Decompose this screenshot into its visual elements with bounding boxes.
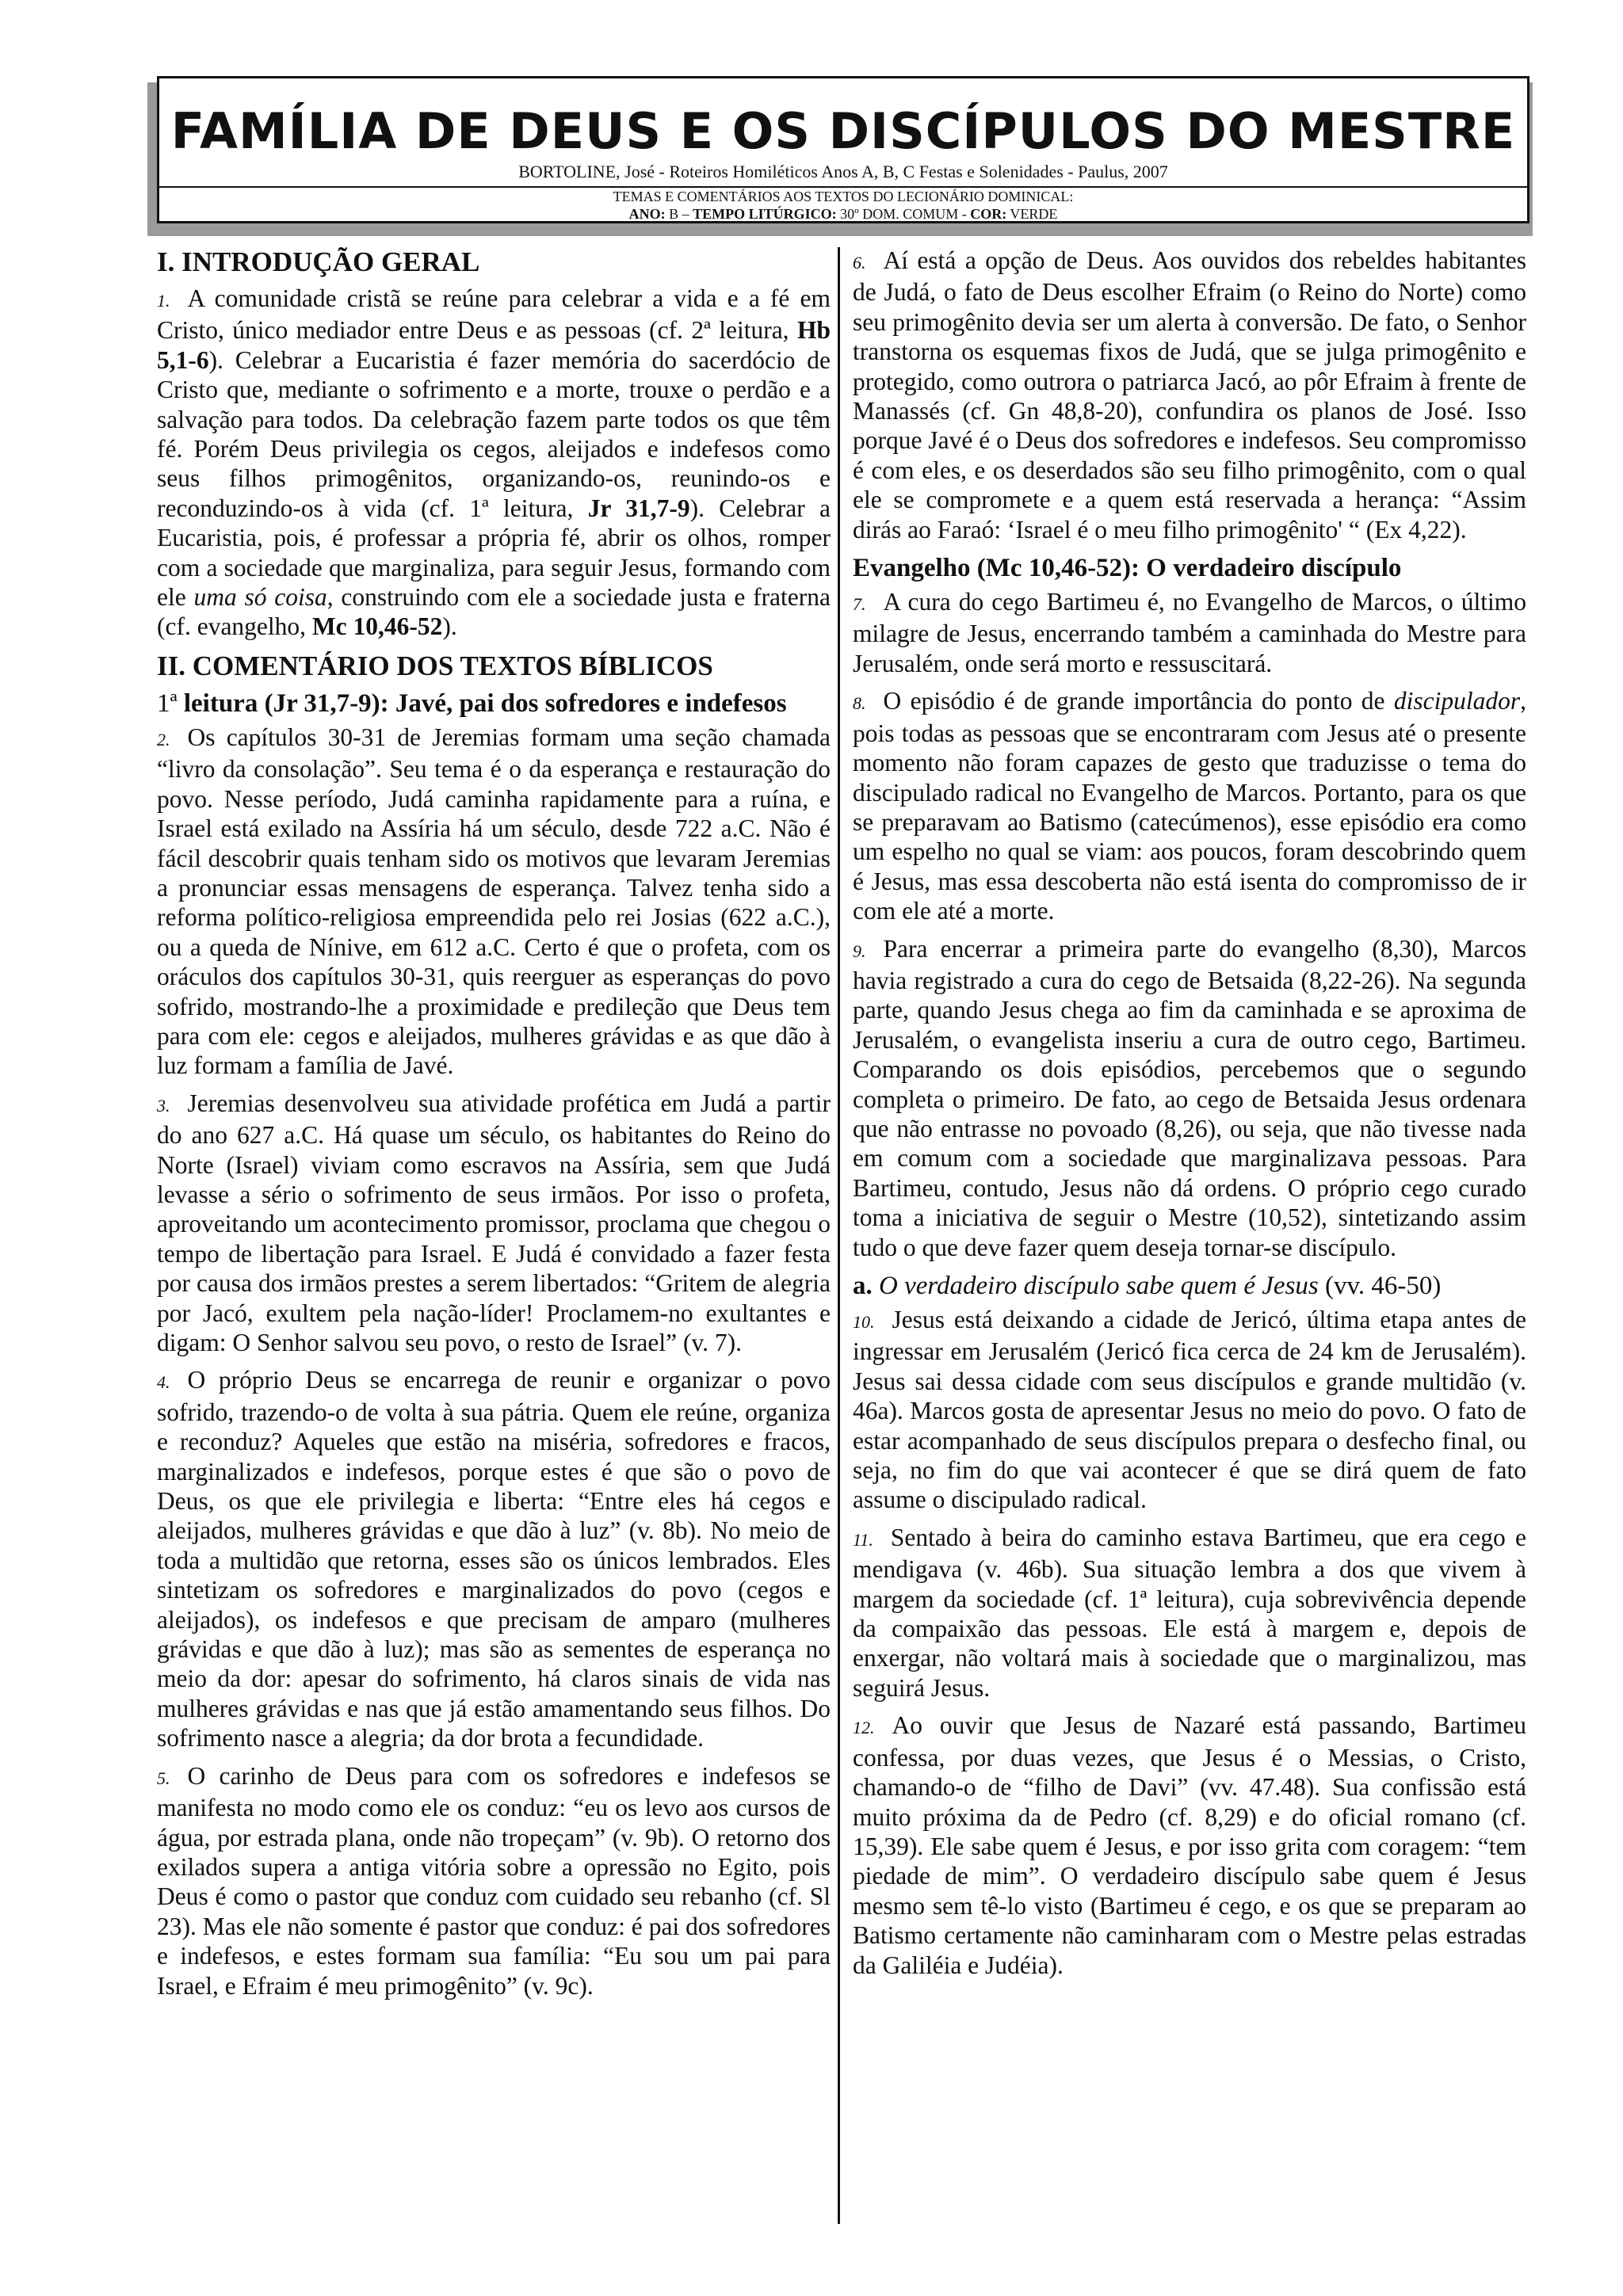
paragraph-7: 7. A cura do cego Bartimeu é, no Evangelho de Marcos, o último milagre de Jesus, encerrando também a caminhada do Mestre para Jerusalém, onde será morto e ressuscitará. [853,588,1526,677]
liturgical-info: ANO: B – TEMPO LITÚRGICO: 30º DOM. COMUM - COR: VERDE [628,206,1058,222]
paragraph-number: 12. [853,1718,875,1738]
paragraph-4: 4. O próprio Deus se encarrega de reunir e organizar o povo sofrido, trazendo-o de volta à sua pátria. Quem ele reúne, organiza e reconduz? Aqueles que estão na miséria, sofredores e fracos, marginalizados e indefesos, porque estes é que são o povo de Deus, os que ele privilegia e liberta: “Entre eles há cegos e aleijados, mulheres grávidas e que dão à luz” (v. 8b). No meio de toda a multidão que retorna, esses são os únicos lembrados. Eles sintetizam os sofredores e marginalizados do povo (cegos e aleijados), os indefesos e que precisam de amparo (mulheres grávidas e que dão à luz); mas são as sementes de esperança no meio da dor: apesar do sofrimento, há claros sinais de vida nas mulheres grávidas e nas que já estão amamentando seus filhos. Do sofrimento nasce a alegria; da dor brota a fecundidade. [157,1366,831,1753]
intro-heading: I. INTRODUÇÃO GERAL [157,246,480,277]
column-divider [838,247,840,2224]
paragraph-1: 1. A comunidade cristã se reúne para celebrar a vida e a fé em Cristo, único mediador entre Deus e as pessoas (cf. 2ª leitura, Hb 5,1-6). Celebrar a Eucaristia é fazer memória do sacerdócio de Cristo que, mediante o sofrimento e a morte, trouxe o perdão e a salvação para todos. Da celebração fazem parte todos os que têm fé. Porém Deus privilegia os cegos, aleijados e indefesos como seus filhos primogênitos, organizando-os, reunindo-os e reconduzindo-os à vida (cf. 1ª leitura, Jr 31,7-9). Celebrar a Eucaristia, pois, é professar a própria fé, abrir os olhos, romper com a sociedade que marginaliza, para seguir Jesus, formando com ele uma só coisa, construindo com ele a sociedade justa e fraterna (cf. evangelho, Mc 10,46-52). [157,284,831,641]
paragraph-10: 10. Jesus está deixando a cidade de Jericó, última etapa antes de ingressar em Jerusalém (Jericó fica cerca de 24 km de Jerusalém). Jesus sai dessa cidade com seus discípulos e grande multidão (v. 46a). Marcos gosta de apresentar Jesus no meio do povo. O fato de estar acompanhado de seus discípulos prepara o desfecho final, ou seja, no fim do que vai acontecer é que se dirá quem de fato assume o discipulado radical. [853,1306,1526,1514]
emphasis: discipulador [1393,687,1521,715]
bible-ref: Jr 31,7-9 [587,494,690,522]
paragraph-number: 5. [157,1768,170,1788]
paragraph-3: 3. Jeremias desenvolveu sua atividade profética em Judá a partir do ano 627 a.C. Há quase um século, os habitantes do Reino do Norte (Israel) viviam como escravos na Assíria, sem que Judá levasse a sério o sofrimento de seus irmãos. Por isso o profeta, aproveitando um acontecimento promissor, proclama que chegou o tempo de libertação para Israel. E Judá é convidado a fazer festa por causa dos irmãos prestes a serem libertados: “Gritem de alegria por Jacó, exultem pela nação-líder! Proclamem-no exultantes e digam: O Senhor salvou seu povo, o resto de Israel” (v. 7). [157,1089,831,1356]
source-citation: BORTOLINE, José - Roteiros Homiléticos Anos A, B, C Festas e Solenidades - Paulus, 2007 [518,162,1168,181]
paragraph-2: 2. Os capítulos 30-31 de Jeremias formam uma seção chamada “livro da consolação”. Seu tema é o da esperança e restauração do povo. Nesse período, Judá caminha rapidamente para a ruína, e Israel está exilado na Assíria há um século, desde 722 a.C. Não é fácil descobrir quais tenham sido os motivos que levaram Jeremias a pronunciar essas mensagens de esperança. Talvez tenha sido a reforma político-religiosa empreendida pelo rei Josias (622 a.C.), ou a queda de Nínive, em 612 a.C. Certo é que o profeta, com os oráculos dos capítulos 30-31, quis reerguer as esperanças do povo sofrido, mostrando-lhe a proximidade e predileção que Deus tem para com ele: cegos e aleijados, mulheres grávidas e as que dão à luz formam a família de Javé. [157,723,831,1080]
paragraph-number: 4. [157,1372,170,1393]
paragraph-number: 3. [157,1095,170,1116]
bible-ref: Mc 10,46-52 [311,612,443,641]
leitura-heading: 1ª leitura (Jr 31,7-9): Javé, pai dos sofredores e indefesos [157,688,787,718]
subsection-a-heading: a. O verdadeiro discípulo sabe quem é Jesus (vv. 46-50) [853,1272,1442,1300]
paragraph-number: 2. [157,729,170,749]
paragraph-9: 9. Para encerrar a primeira parte do evangelho (8,30), Marcos havia registrado a cura do cego de Betsaida (8,22-26). Na segunda parte, quando Jesus chega ao fim da caminhada e se aproxima de Jerusalém, o evangelista inseriu a cura de outro cego, Bartimeu. Comparando os dois episódios, percebemos que o segundo completa o primeiro. De fato, ao cego de Betsaida Jesus ordenara que não entrasse no povoado (8,26), ou seja, que não tivesse nada em comum com a sociedade que marginalizava pessoas. Para Bartimeu, contudo, Jesus não dá ordens. O próprio cego curado toma a iniciativa de seguir o Mestre (10,52), sintetizando assim tudo o que deve fazer quem deseja tornar-se discípulo. [853,934,1526,1261]
evangelho-heading: Evangelho (Mc 10,46-52): O verdadeiro discípulo [853,554,1402,583]
paragraph-5: 5. O carinho de Deus para com os sofredores e indefesos se manifesta no modo como ele os conduz: “eu os levo aos cursos de água, por estrada plana, onde não tropeçam” (v. 9b). O retorno dos exilados supera a antiga vitória sobre a opressão no Egito, pois Deus é como o pastor que conduz com cuidado seu rebanho (cf. Sl 23). Mas ele não somente é pastor que conduz: é pai dos sofredores e indefesos, e estes formam sua família: “Eu sou um pai para Israel, e Efraim é meu primogênito” (v. 9c). [157,1761,831,2000]
paragraph-number: 11. [853,1529,873,1550]
left-column [157,246,831,2008]
paragraph-11: 11. Sentado à beira do caminho estava Bartimeu, que era cego e mendigava (v. 46b). Sua situação lembra a dos que vivem à margem da sociedade (cf. 1ª leitura), cuja sobrevivência depende da compaixão das pessoas. Ele está à margem e, depois de enxergar, não voltará mais à sociedade que o marginalizou, mas seguirá Jesus. [853,1523,1526,1702]
paragraph-8: 8. O episódio é de grande importância do ponto de discipulador, pois todas as pessoas que se encontraram com Jesus até o presente momento não foram capazes de gesto que traduzisse o tema do discipulado radical no Evangelho de Marcos. Portanto, para os que se preparavam ao Batismo (catecúmenos), esse episódio era como um espelho no qual se viam: aos poucos, foram descobrindo quem é Jesus, mas essa descoberta não está isenta do compromisso de ir com ele até a morte. [853,687,1526,925]
paragraph-12: 12. Ao ouvir que Jesus de Nazaré está passando, Bartimeu confessa, por duas vezes, que Jesus é o Messias, o Cristo, chamando-o de “filho de Davi” (vv. 47.48). Sua confissão está muito próxima da de Pedro (cf. 8,29) e do oficial romano (cf. 15,39). Ele sabe quem é Jesus, e por isso grita com coragem: “tem piedade de mim”. O verdadeiro discípulo sabe quem é Jesus mesmo sem tê-lo visto (Bartimeu é cego, e os que se preparam ao Batismo certamente não caminharam com o Mestre pelas estradas da Galiléia e Judéia). [853,1711,1526,1979]
paragraph-number: 1. [157,291,170,311]
paragraph-6: 6. Aí está a opção de Deus. Aos ouvidos dos rebeldes habitantes de Judá, o fato de Deus escolher Efraim (o Reino do Norte) como seu primogênito devia ser um alerta à conversão. De fato, o Senhor transtorna os esquemas fixos de Judá, que se julga primogênito e protegido, como outrora o patriarca Jacó, ao pôr Efraim à frente de Manassés (cf. Gn 48,8-20), confundira os planos de José. Isso porque Javé é o Deus dos sofredores e indefesos. Seu compromisso é com eles, e os deserdados são seu filho primogênito, com o qual ele se compromete e a quem está reservada a herança: “Assim dirás ao Faraó: ‘Israel é o meu filho primogênito' “ (Ex 4,22). [853,246,1526,543]
tempo-value: 30º DOM. COMUM [840,206,959,222]
cor-label: COR: [970,206,1007,222]
tempo-label: TEMPO LITÚRGICO: [693,206,837,222]
emphasis: uma só coisa [193,583,327,612]
paragraph-number: 7. [853,594,866,615]
header-subtitle: TEMAS E COMENTÁRIOS AOS TEXTOS DO LECIONÁRIO DOMINICAL: [613,189,1074,204]
ano-value: B [669,206,679,222]
comentario-heading: II. COMENTÁRIO DOS TEXTOS BÍBLICOS [157,650,713,681]
cor-value: VERDE [1010,206,1058,222]
ano-label: ANO: [628,206,666,222]
paragraph-number: 8. [853,693,866,714]
paragraph-number: 10. [853,1312,875,1332]
paragraph-number: 9. [853,940,866,961]
bible-ref: Hb 5,1-6 [157,316,831,374]
paragraph-number: 6. [853,253,866,273]
page-title: FAMÍLIA DE DEUS E OS DISCÍPULOS DO MESTRE [170,102,1516,160]
right-column [853,246,1526,1988]
header-box [157,76,1529,223]
